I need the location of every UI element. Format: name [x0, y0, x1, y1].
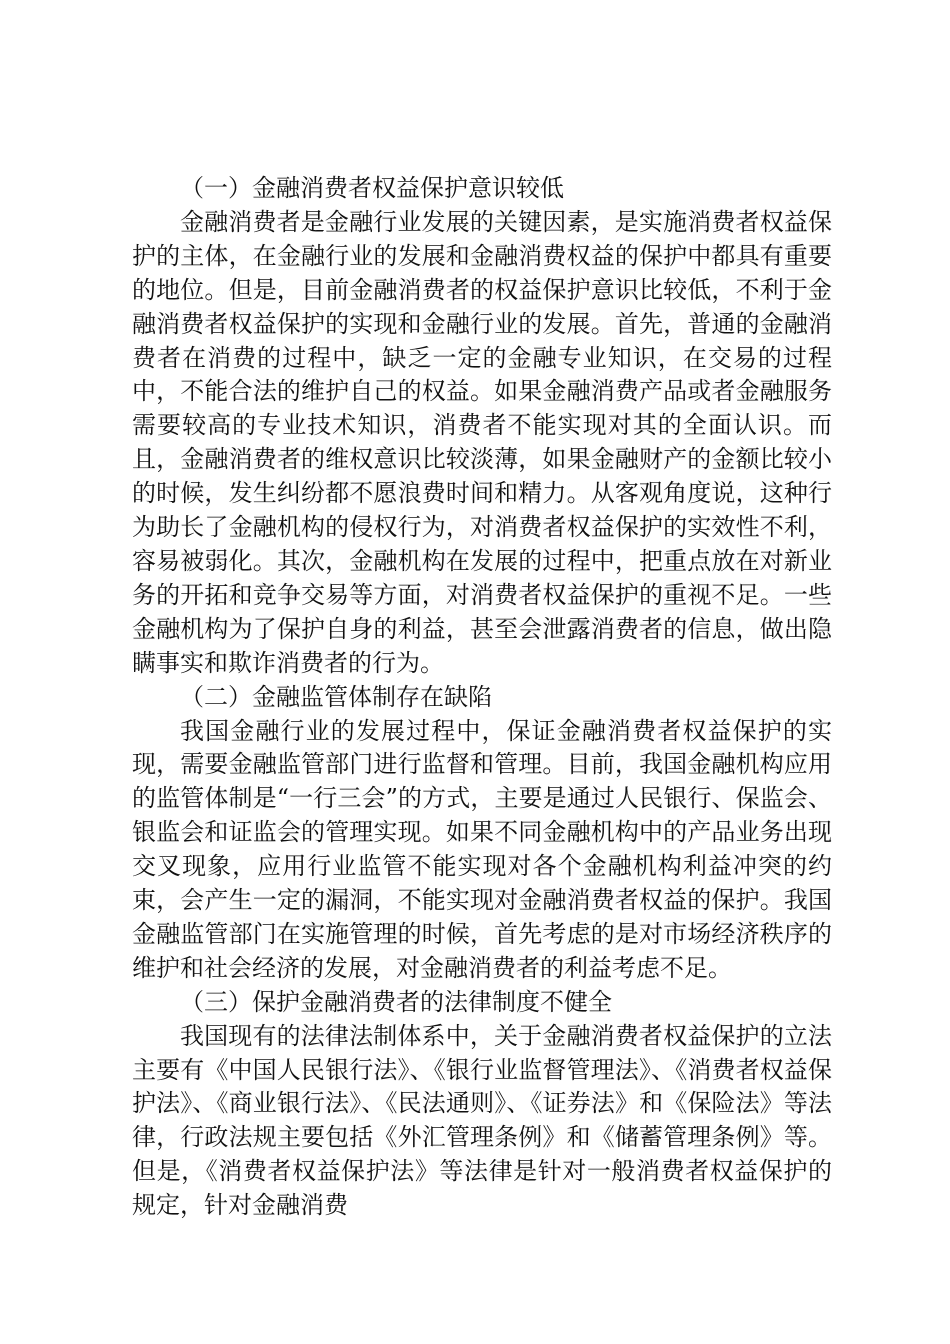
document-body [132, 172, 832, 1223]
section-paragraph-2: 我国金融行业的发展过程中，保证金融消费者权益保护的实现，需要金融监管部门进行监督和管理。目前，我国金融机构应用的监管体制是“一行三会”的方式，主要是通过人民银行、保监会、银监会和证监会的管理实现。如果不同金融机构中的产品业务出现交叉现象，应用行业监管不能实现对各个金融机构利益冲突的约束，会产生一定的漏洞，不能实现对金融消费者权益的保护。我国金融监管部门在实施管理的时候，首先考虑的是对市场经济秩序的维护和社会经济的发展，对金融消费者的利益考虑不足。 [132, 716, 832, 982]
section-paragraph-3: 我国现有的法律法制体系中，关于金融消费者权益保护的立法主要有《中国人民银行法》、《银行业监督管理法》、《消费者权益保护法》、《商业银行法》、《民法通则》、《证券法》和《保险法》等法律，行政法规主要包括《外汇管理条例》和《储蓄管理条例》等。但是，《消费者权益保护法》等法律是针对一般消费者权益保护的规定，针对金融消费 [132, 1021, 832, 1220]
section-heading-1: （一）金融消费者权益保护意识较低 [180, 174, 564, 202]
section-heading-3: （三）保护金融消费者的法律制度不健全 [180, 987, 612, 1016]
section-heading-2: （二）金融监管体制存在缺陷 [180, 682, 492, 711]
section-paragraph-1: 金融消费者是金融行业发展的关键因素，是实施消费者权益保护的主体，在金融行业的发展和金融消费权益的保护中都具有重要的地位。但是，目前金融消费者的权益保护意识比较低，不利于金融消费者权益保护的实现和金融行业的发展。首先，普通的金融消费者在消费的过程中，缺乏一定的金融专业知识，在交易的过程中，不能合法的维护自己的权益。如果金融消费产品或者金融服务需要较高的专业技术知识，消费者不能实现对其的全面认识。而且，金融消费者的维权意识比较淡薄，如果金融财产的金额比较小的时候，发生纠纷都不愿浪费时间和精力。从客观角度说，这种行为助长了金融机构的侵权行为，对消费者权益保护的实效性不利，容易被弱化。其次，金融机构在发展的过程中，把重点放在对新业务的开拓和竞争交易等方面，对消费者权益保护的重视不足。一些金融机构为了保护自身的利益，甚至会泄露消费者的信息，做出隐瞒事实和欺诈消费者的行为。 [132, 207, 832, 677]
